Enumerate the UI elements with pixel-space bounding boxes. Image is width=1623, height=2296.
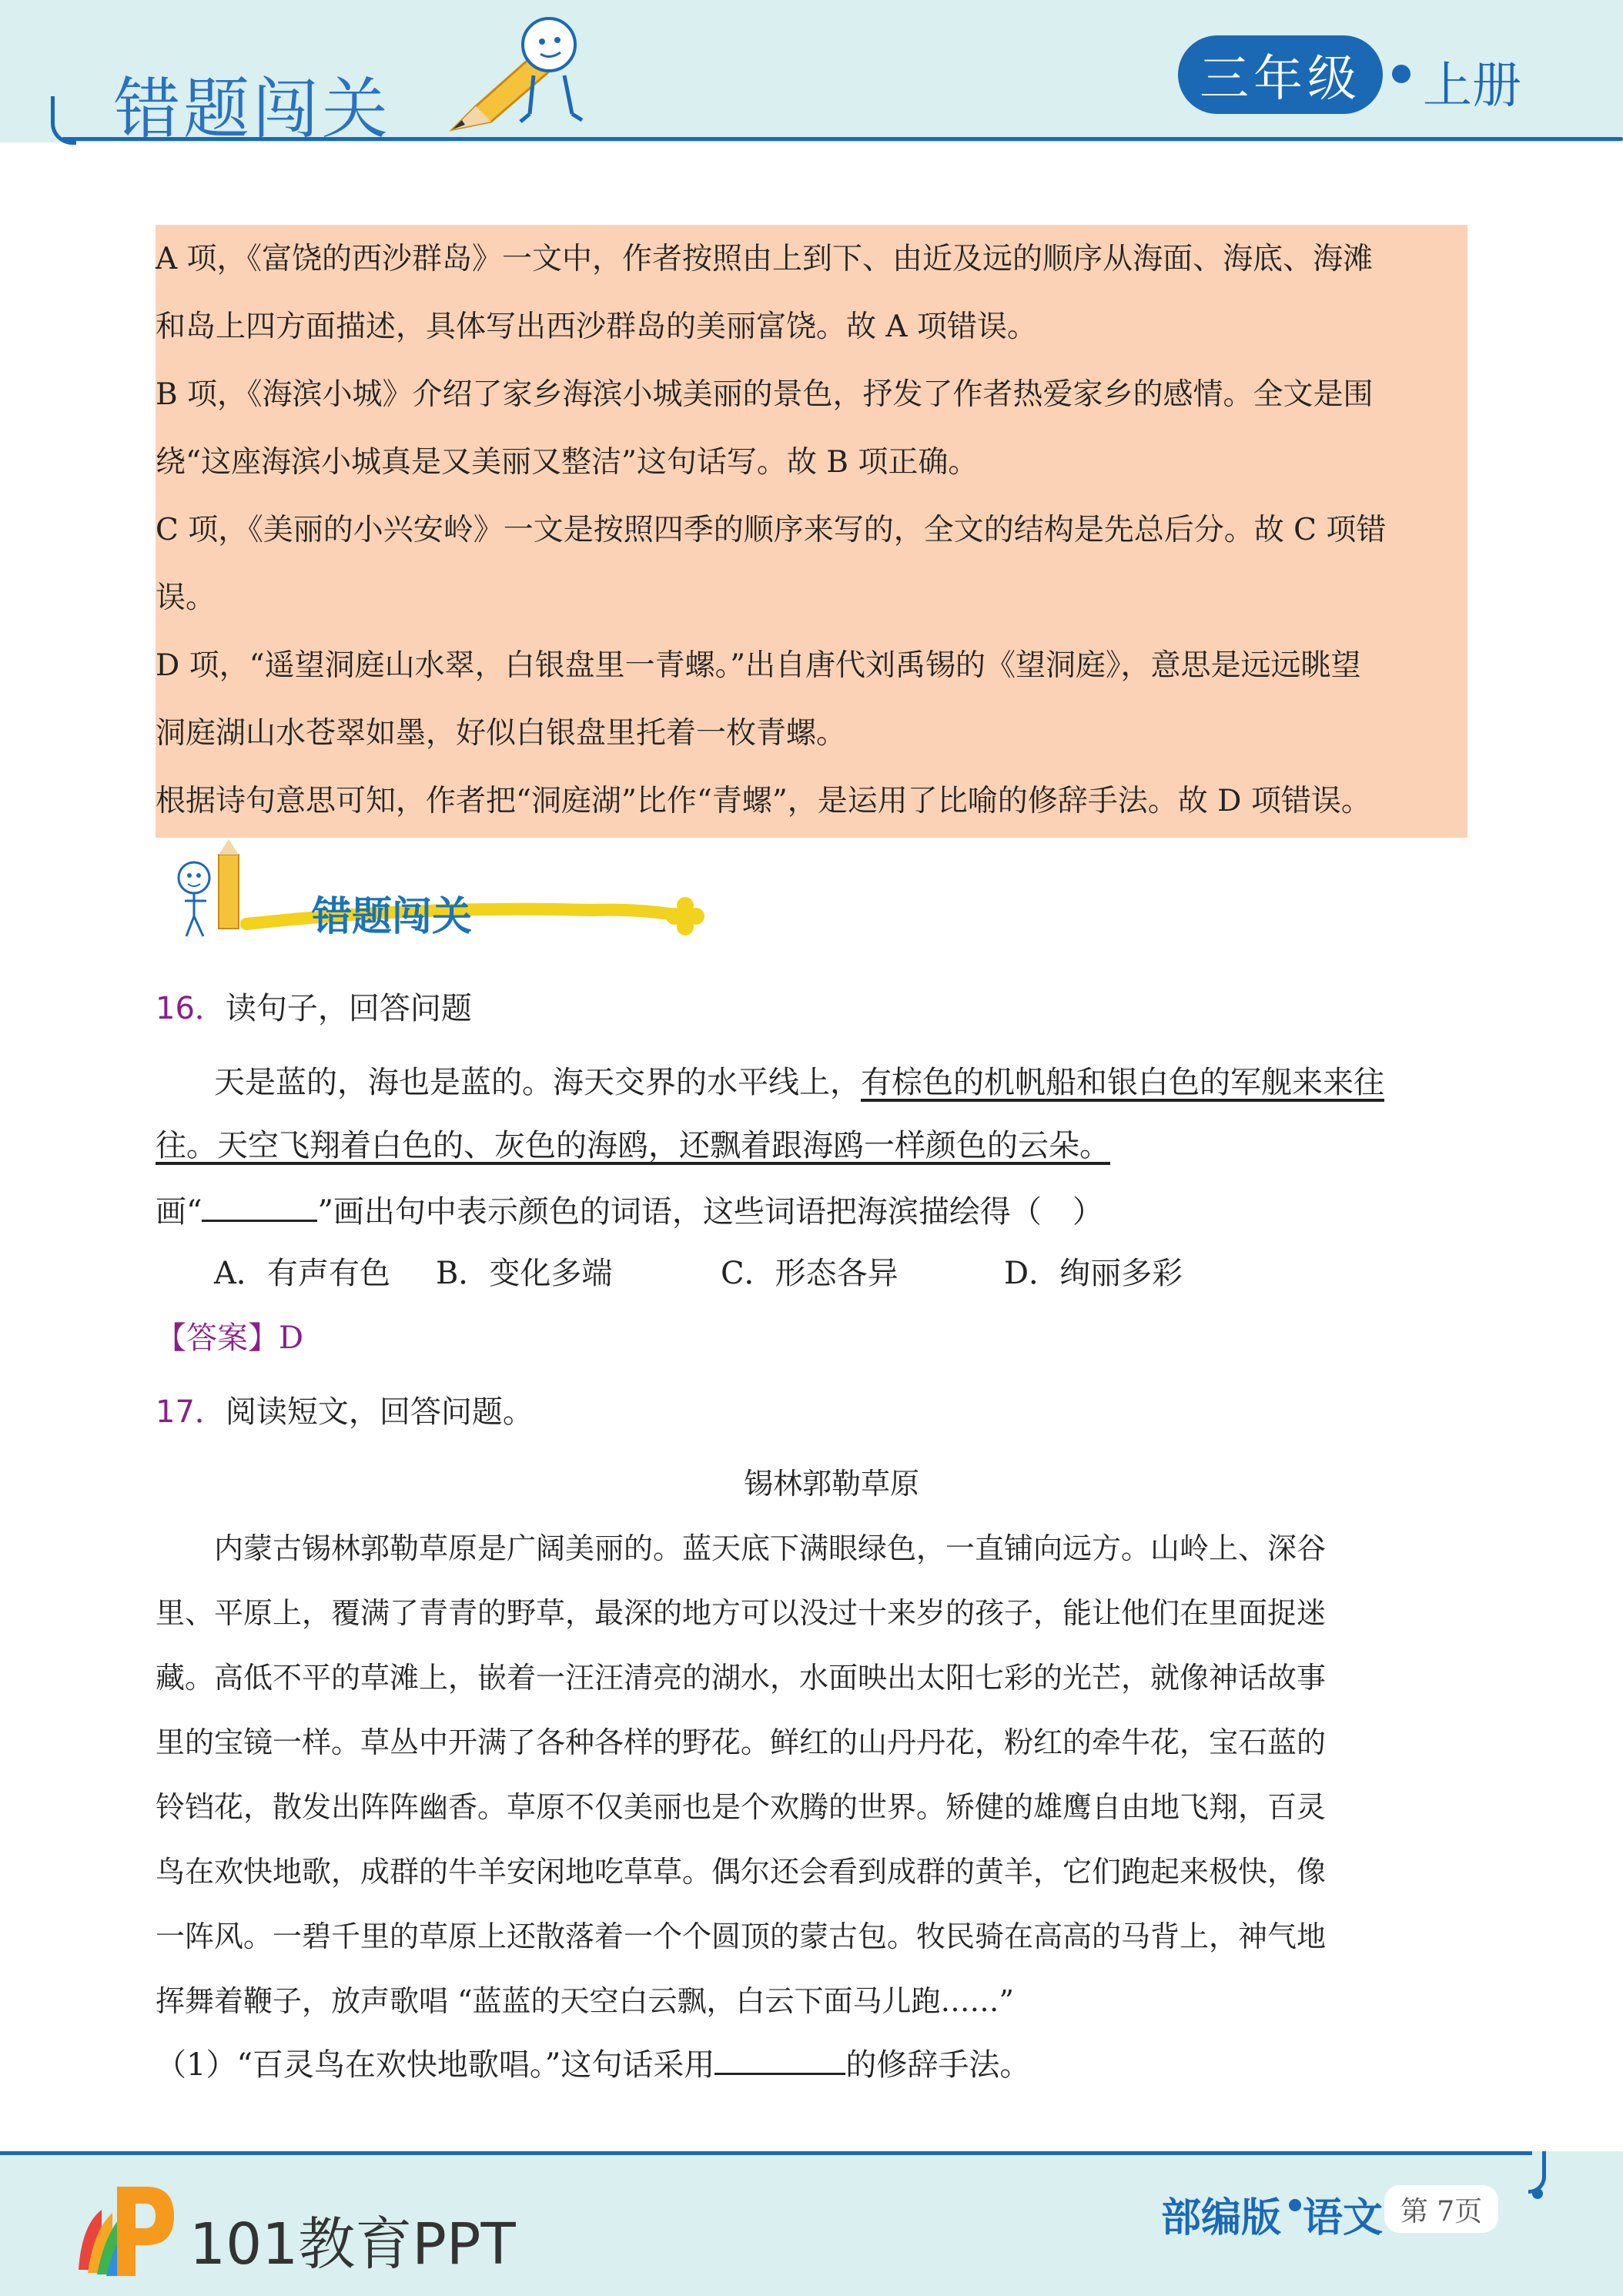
answer-blank <box>714 2047 845 2075</box>
answer-value: D <box>279 1320 304 1356</box>
brand-logo-icon <box>71 2179 179 2279</box>
analysis-line: A 项，《富饶的西沙群岛》一文中，作者按照由上到下、由近及远的顺序从海面、海底、海滩 <box>156 242 1374 276</box>
analysis-line: 绕“这座海滨小城真是又美丽又整洁”这句话写。故 B 项正确。 <box>156 445 979 480</box>
question-prompt: 读句子，回答问题 <box>225 991 472 1026</box>
section-title: 错题闯关 <box>312 894 473 940</box>
header-title: 错题闯关 <box>114 71 391 148</box>
analysis-line: B 项，《海滨小城》介绍了家乡海滨小城美丽的景色，抒发了作者热爱家乡的感情。全文是围 <box>156 377 1374 412</box>
analysis-box <box>156 225 1467 838</box>
instruction-text: ”画出句中表示颜色的词语，这些词语把海滨描绘得（ ） <box>317 1194 1103 1230</box>
passage-line: 里的宝镜一样。草丛中开满了各种各样的野花。鲜红的山丹丹花，粉红的牵牛花，宝石蓝的 <box>156 1725 1327 1759</box>
footer-hook-dot <box>1532 2188 1543 2199</box>
underlined-sentence: 有棕色的机帆船和银白色的军舰来来往 <box>861 1065 1384 1100</box>
answer-label: 【答案】 <box>156 1320 279 1356</box>
passage-line: 铃铛花，散发出阵阵幽香。草原不仅美丽也是个欢腾的世界。矫健的雄鹰自由地飞翔，百灵 <box>156 1790 1327 1824</box>
q17-subquestion-1 <box>156 2047 1031 2083</box>
analysis-line: 和岛上四方面描述，具体写出西沙群岛的美丽富饶。故 A 项错误。 <box>156 310 1037 344</box>
grade-badge: 三年级 <box>1178 35 1383 114</box>
separator-dot <box>1289 2199 1301 2211</box>
option-c: C．形态各异 <box>721 1256 899 1291</box>
subject-label: 语文 <box>1303 2195 1384 2241</box>
option-b: B．变化多端 <box>436 1256 613 1291</box>
passage-line: 内蒙古锡林郭勒草原是广阔美丽的。蓝天底下满眼绿色，一直铺向远方。山岭上、深谷 <box>214 1531 1327 1565</box>
option-d: D．绚丽多彩 <box>1004 1256 1183 1291</box>
option-a: A．有声有色 <box>214 1256 390 1291</box>
analysis-line: D 项，“遥望洞庭山水翠，白银盘里一青螺。”出自唐代刘禹锡的《望洞庭》，意思是远远眺望 <box>156 648 1361 683</box>
analysis-line: 误。 <box>156 581 216 615</box>
question-17-heading <box>156 1394 534 1430</box>
passage-line: 藏。高低不平的草滩上，嵌着一汪汪清亮的湖水，水面映出太阳七彩的光芒，就像神话故事 <box>156 1661 1327 1695</box>
page-number: 第 7页 <box>1384 2185 1498 2233</box>
q16-answer <box>156 1320 304 1356</box>
brand-name: 101教育PPT <box>189 2211 516 2278</box>
question-number: 17． <box>156 1394 226 1430</box>
analysis-line: 根据诗句意思可知，作者把“洞庭湖”比作“青螺”，是运用了比喻的修辞手法。故 D 项错误。 <box>156 784 1371 818</box>
passage-line: 里、平原上，覆满了青青的野草，最深的地方可以没过十来岁的孩子，能让他们在里面捉迷 <box>156 1596 1327 1630</box>
analysis-line: C 项，《美丽的小兴安岭》一文是按照四季的顺序来写的，全文的结构是先总后分。故 C 项错 <box>156 513 1387 547</box>
passage-text: 天是蓝的，海也是蓝的。海天交界的水平线上， <box>214 1065 861 1100</box>
question-prompt: 阅读短文，回答问题。 <box>225 1394 534 1430</box>
separator-dot <box>1392 65 1411 83</box>
pencil-mascot-icon <box>445 14 591 134</box>
passage-title: 锡林郭勒草原 <box>744 1467 920 1501</box>
q16-instruction <box>156 1193 1103 1230</box>
edition-label: 部编版 <box>1161 2195 1282 2241</box>
analysis-line: 洞庭湖山水苍翠如墨，好似白银盘里托着一枚青螺。 <box>156 716 847 751</box>
underline-blank <box>202 1193 317 1222</box>
q16-passage-line-1 <box>214 1067 1384 1098</box>
passage-line: 挥舞着鞭子，放声歌唱 “蓝蓝的天空白云飘，白云下面马儿跑……” <box>156 1984 1014 2018</box>
underlined-sentence: 往。天空飞翔着白色的、灰色的海鸥，还飘着跟海鸥一样颜色的云朵。 <box>156 1128 1110 1163</box>
subquestion-text: （1）“百灵鸟在欢快地歌唱。”这句话采用 <box>156 2047 715 2083</box>
subquestion-text: 的修辞手法。 <box>845 2047 1031 2083</box>
footer-rule <box>0 2151 1532 2155</box>
question-number: 16． <box>156 991 226 1026</box>
question-16-heading <box>156 993 472 1024</box>
volume-label: 上册 <box>1423 58 1521 115</box>
passage-line: 鸟在欢快地歌，成群的牛羊安闲地吃草草。偶尔还会看到成群的黄羊，它们跑起来极快，像 <box>156 1855 1327 1889</box>
instruction-text: 画“ <box>156 1194 202 1230</box>
passage-line: 一阵风。一碧千里的草原上还散落着一个个圆顶的蒙古包。牧民骑在高高的马背上，神气地 <box>156 1919 1327 1953</box>
